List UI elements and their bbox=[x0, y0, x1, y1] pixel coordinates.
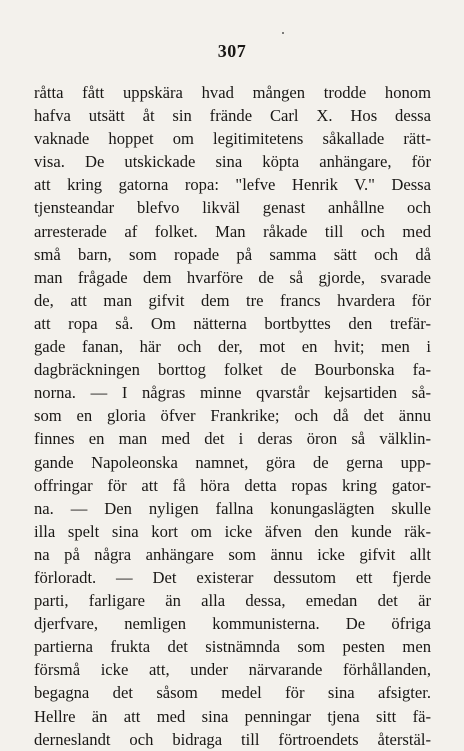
text-line: vaknade hoppet om legitimitetens såkallade rätt- bbox=[34, 129, 431, 149]
text-line: derneslandt och bidraga till förtroendets återstäl- bbox=[34, 729, 431, 749]
text-line: djerfvare, nemligen kommunisterna. De öfriga bbox=[34, 614, 431, 634]
text-line: försmå icke att, under närvarande förhållanden, bbox=[34, 660, 431, 680]
text-line: norna. — I någras minne qvarstår kejsartiden så- bbox=[34, 383, 431, 403]
text-line: na på några anhängare som ännu icke gifvit allt bbox=[34, 544, 431, 564]
text-line: finnes en man med det i deras öron så välklin- bbox=[34, 429, 431, 449]
text-line: arresterade af folket. Man råkade till och med bbox=[34, 221, 431, 241]
text-line: illa spelt sina kort om icke äfven den kunde räk- bbox=[34, 521, 431, 541]
text-line: begagna det såsom medel för sina afsigter. bbox=[34, 683, 431, 703]
text-line: förloradt. — Det existerar dessutom ett fjerde bbox=[34, 567, 431, 587]
text-line: parti, farligare än alla dessa, emedan det är bbox=[34, 591, 431, 611]
page-number: 307 bbox=[217, 41, 247, 61]
text-line: råtta fått uppskära hvad mången trodde honom bbox=[34, 83, 431, 102]
body-text bbox=[34, 81, 431, 751]
text-line: offringar för att få höra detta ropas kring gator- bbox=[34, 475, 431, 495]
text-line: gade fanan, här och der, mot en hvit; men i bbox=[34, 337, 431, 357]
text-line: visa. De utskickade sina köpta anhängare, för bbox=[34, 152, 431, 172]
text-line: små barn, som ropade på samma sätt och då bbox=[34, 244, 431, 264]
text-line: att kring gatorna ropa: "lefve Henrik V." Dessa bbox=[34, 175, 431, 195]
text-line: de, att man gifvit dem tre francs hvardera för bbox=[34, 290, 431, 310]
text-line: att ropa så. Om nätterna bortbyttes den trefär- bbox=[34, 313, 431, 333]
text-line: som en gloria öfver Frankrike; och då det ännu bbox=[34, 406, 431, 426]
print-speck bbox=[282, 32, 284, 34]
text-line: na. — Den nyligen fallna konungaslägten skulle bbox=[34, 498, 431, 518]
text-line: gande Napoleonska namnet, göra de gerna upp- bbox=[34, 452, 431, 472]
text-line: Hellre än att med sina penningar tjena sitt fä- bbox=[34, 706, 431, 726]
text-line: hafva utsätt åt sin frände Carl X. Hos dessa bbox=[34, 106, 431, 126]
text-line: partierna frukta det sistnämnda som pesten men bbox=[34, 637, 431, 657]
text-line: man frågade dem hvarföre de så gjorde, svarade bbox=[34, 267, 431, 287]
text-line: tjensteandar blefvo likväl genast anhållne och bbox=[34, 198, 431, 218]
text-line: dagbräckningen borttog folket de Bourbonska fa- bbox=[34, 360, 431, 380]
